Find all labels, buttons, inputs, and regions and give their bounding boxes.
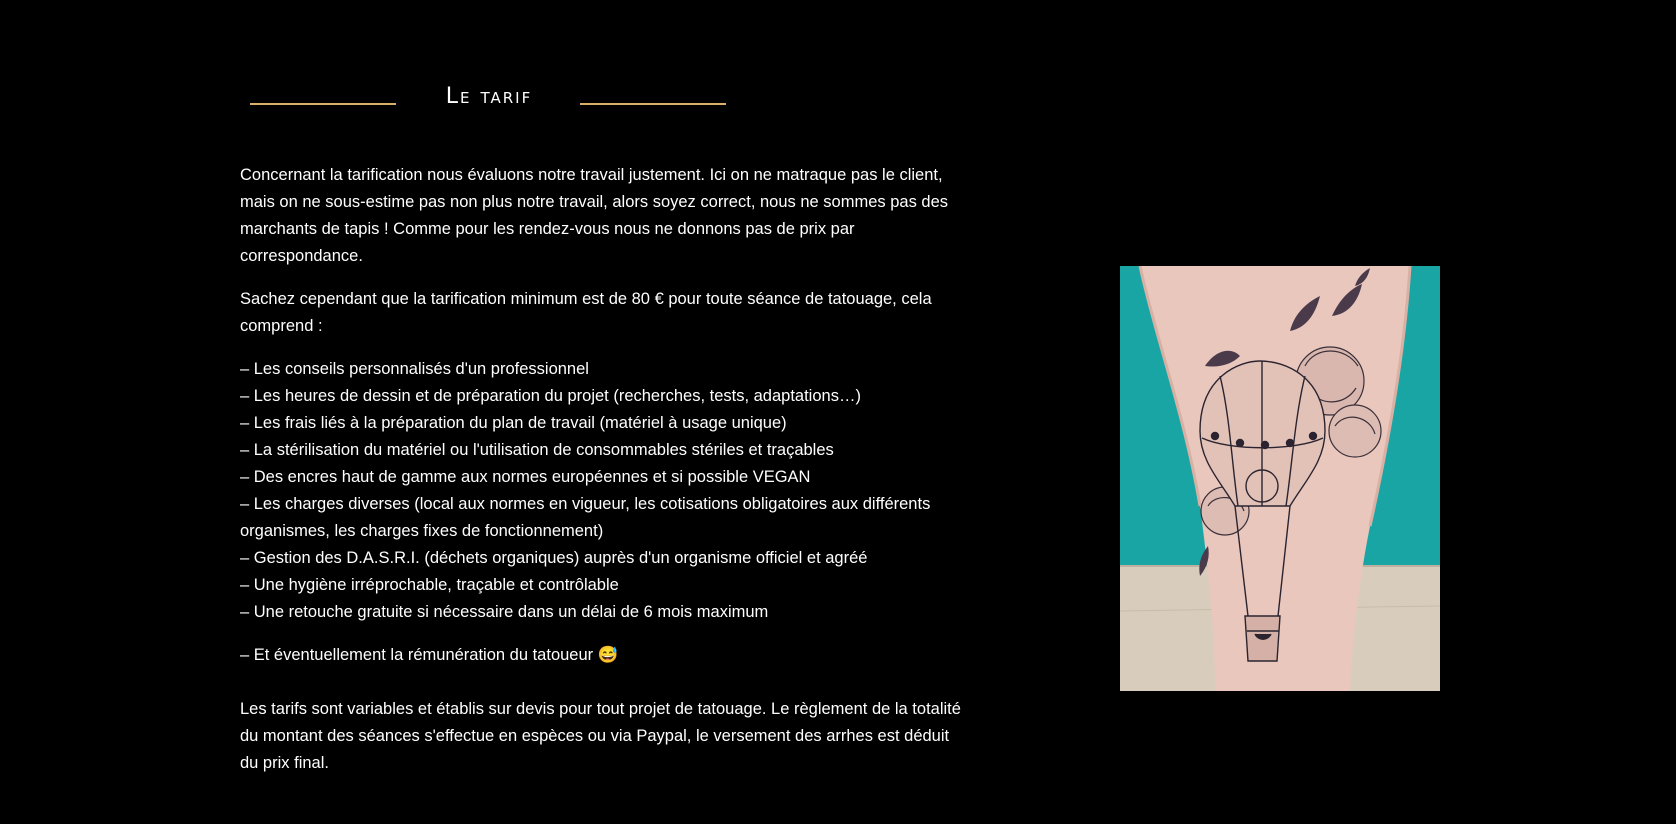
tattoo-photo: [1120, 266, 1440, 691]
list-item: – Une retouche gratuite si nécessaire dans un délai de 6 mois maximum: [240, 603, 769, 621]
remuneration-line: – Et éventuellement la rémunération du tatoueur 😅: [240, 646, 619, 664]
list-item: – Les heures de dessin et de préparation du projet (recherches, tests, adaptations…): [240, 387, 861, 405]
heading-divider-left: [250, 103, 396, 105]
list-item: – Les charges diverses (local aux normes en vigueur, les cotisations obligatoires aux différents organismes, les charges fixes de fonctionnement): [240, 495, 931, 540]
list-item: – Les frais liés à la préparation du plan de travail (matériel à usage unique): [240, 414, 787, 432]
list-item: – Gestion des D.A.S.R.I. (déchets organiques) auprès d'un organisme officiel et agréé: [240, 549, 868, 567]
payment-paragraph: Les tarifs sont variables et établis sur devis pour tout projet de tatouage. Le règlement de la totalité du montant des séances s'effectue en espèces ou via Paypal, le versement des arrhes est déduit du prix final.: [240, 700, 961, 772]
section-heading: [250, 82, 728, 112]
heading-divider-right: [580, 103, 726, 105]
section-title: Le tarif: [445, 84, 533, 109]
list-item: – Les conseils personnalisés d'un professionnel: [240, 360, 589, 378]
list-item: – Des encres haut de gamme aux normes européennes et si possible VEGAN: [240, 468, 811, 486]
pricing-content: [240, 162, 970, 793]
tattoo-illustration: [1120, 266, 1440, 691]
list-item: – Une hygiène irréprochable, traçable et contrôlable: [240, 576, 619, 594]
included-services-list: [240, 356, 970, 626]
minimum-price-paragraph: Sachez cependant que la tarification minimum est de 80 € pour toute séance de tatouage, cela comprend :: [240, 290, 932, 335]
list-item: – La stérilisation du matériel ou l'utilisation de consommables stériles et traçables: [240, 441, 834, 459]
intro-paragraph: Concernant la tarification nous évaluons notre travail justement. Ici on ne matraque pas le client, mais on ne sous-estime pas non plus notre travail, alors soyez correct, nous ne sommes pas des marchants de tapis ! Comme pour les rendez-vous nous ne donnons pas de prix par correspondance.: [240, 166, 949, 265]
